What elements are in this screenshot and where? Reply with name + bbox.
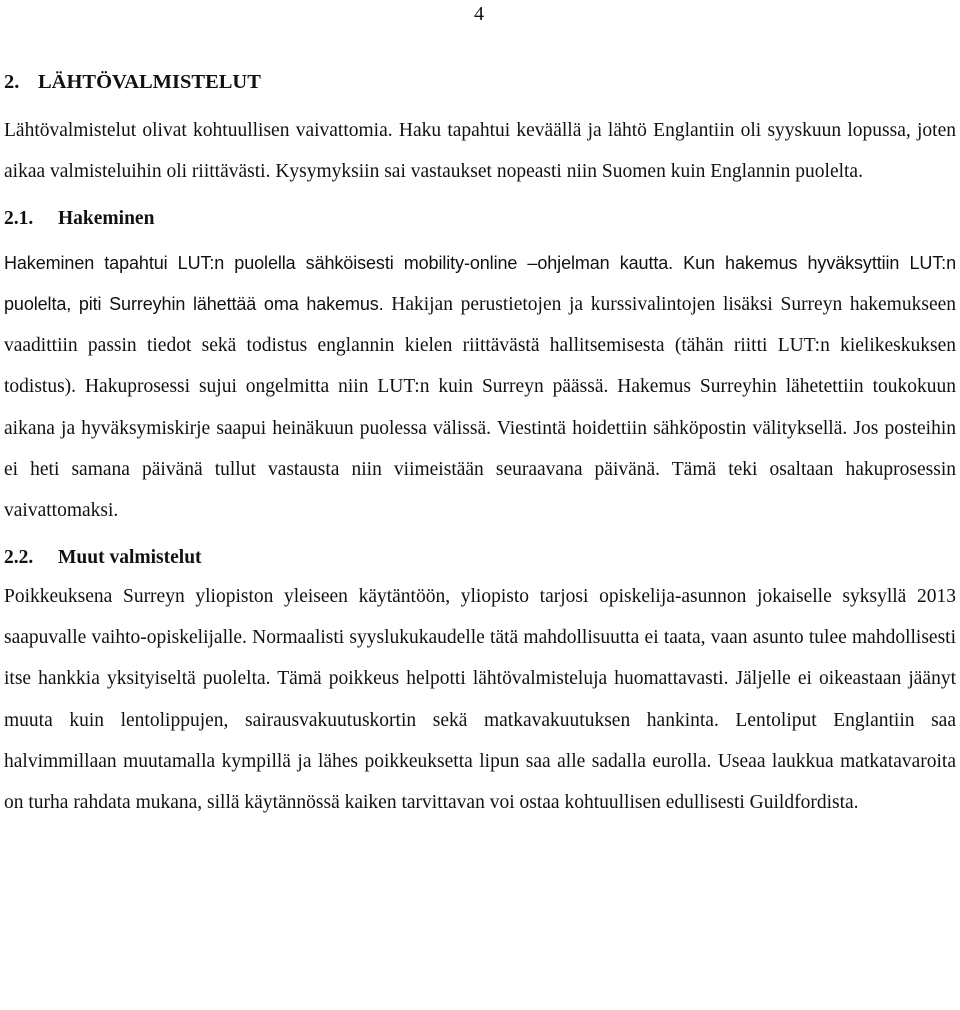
chapter-number: 2. xyxy=(4,71,20,93)
muut-valmistelut-paragraph: Poikkeuksena Surreyn yliopiston yleiseen käytäntöön, yliopisto tarjosi opiskelija-asunnon jokaiselle syksyllä 2013 saapuvalle vaihto-opiskelijalle. Normaalisti syyslukukaudelle tätä mahdollisuutta ei taata, vaan asunto tulee mahdollisesti itse hankkia yksityiseltä puolelta. Tämä poikkeus helpotti lähtövalmisteluja huomattavasti. Jäljelle ei oikeastaan jäänyt muuta kuin lentolippujen, sairausvakuutuskortin sekä matkavakuutuksen hankinta. Lentoliput Englantiin saa halvimmillaan muutamalla kympillä ja lähes poikkeuksetta lipun saa alle sadalla eurolla. Useaa laukkua matkatavaroita on turha rahdata mukana, sillä käytännössä kaiken tarvittavan voi ostaa kohtuullisen edullisesti Guildfordista. xyxy=(4,585,956,814)
section-number: 2.1. xyxy=(4,207,34,229)
chapter-title: LÄHTÖVALMISTELUT xyxy=(38,71,261,93)
section-heading-hakeminen xyxy=(4,201,956,237)
section-number: 2.2. xyxy=(4,546,34,568)
section-title: Hakeminen xyxy=(58,207,155,229)
hakeminen-paragraph xyxy=(4,243,956,532)
intro-paragraph: Lähtövalmistelut olivat kohtuullisen vaivattomia. Haku tapahtui keväällä ja lähtö Englantiin oli syyskuun lopussa, joten aikaa valmisteluihin oli riittävästi. Kysymyksiin sai vastaukset nopeasti niin Suomen kuin Englannin puolelta. xyxy=(4,120,956,183)
hakeminen-serif-text: Hakijan perustietojen ja kurssivalintojen lisäksi Surreyn hakemukseen vaadittiin passin tiedot sekä todistus englannin kielen riittävästä hallitsemisesta (tähän riitti LUT:n kielikeskuksen todistus). Hakuprosessi sujui ongelmitta niin LUT:n kuin Surreyn päässä. Hakemus Surreyhin lähetettiin toukokuun aikana ja hyväksymiskirje saapui heinäkuun puolessa välissä. Viestintä hoidettiin sähköpostin välityksellä. Jos posteihin ei heti samana päivänä tullut vastausta niin viimeistään seuraavana päivänä. Tämä teki osaltaan hakuprosessin vaivattomaksi. xyxy=(4,293,956,522)
chapter-heading xyxy=(4,64,956,100)
hakeminen-sans-text: Hakeminen tapahtui LUT:n puolella sähköisesti mobility-online –ohjelman kautta. Kun hakemus hyväksyttiin LUT:n puolelta, piti Surreyhin lähettää oma hakemus. xyxy=(4,252,956,314)
document-body xyxy=(4,64,956,823)
section-title: Muut valmistelut xyxy=(58,546,202,568)
page-number: 4 xyxy=(474,3,484,25)
section-heading-muut-valmistelut xyxy=(4,540,956,576)
